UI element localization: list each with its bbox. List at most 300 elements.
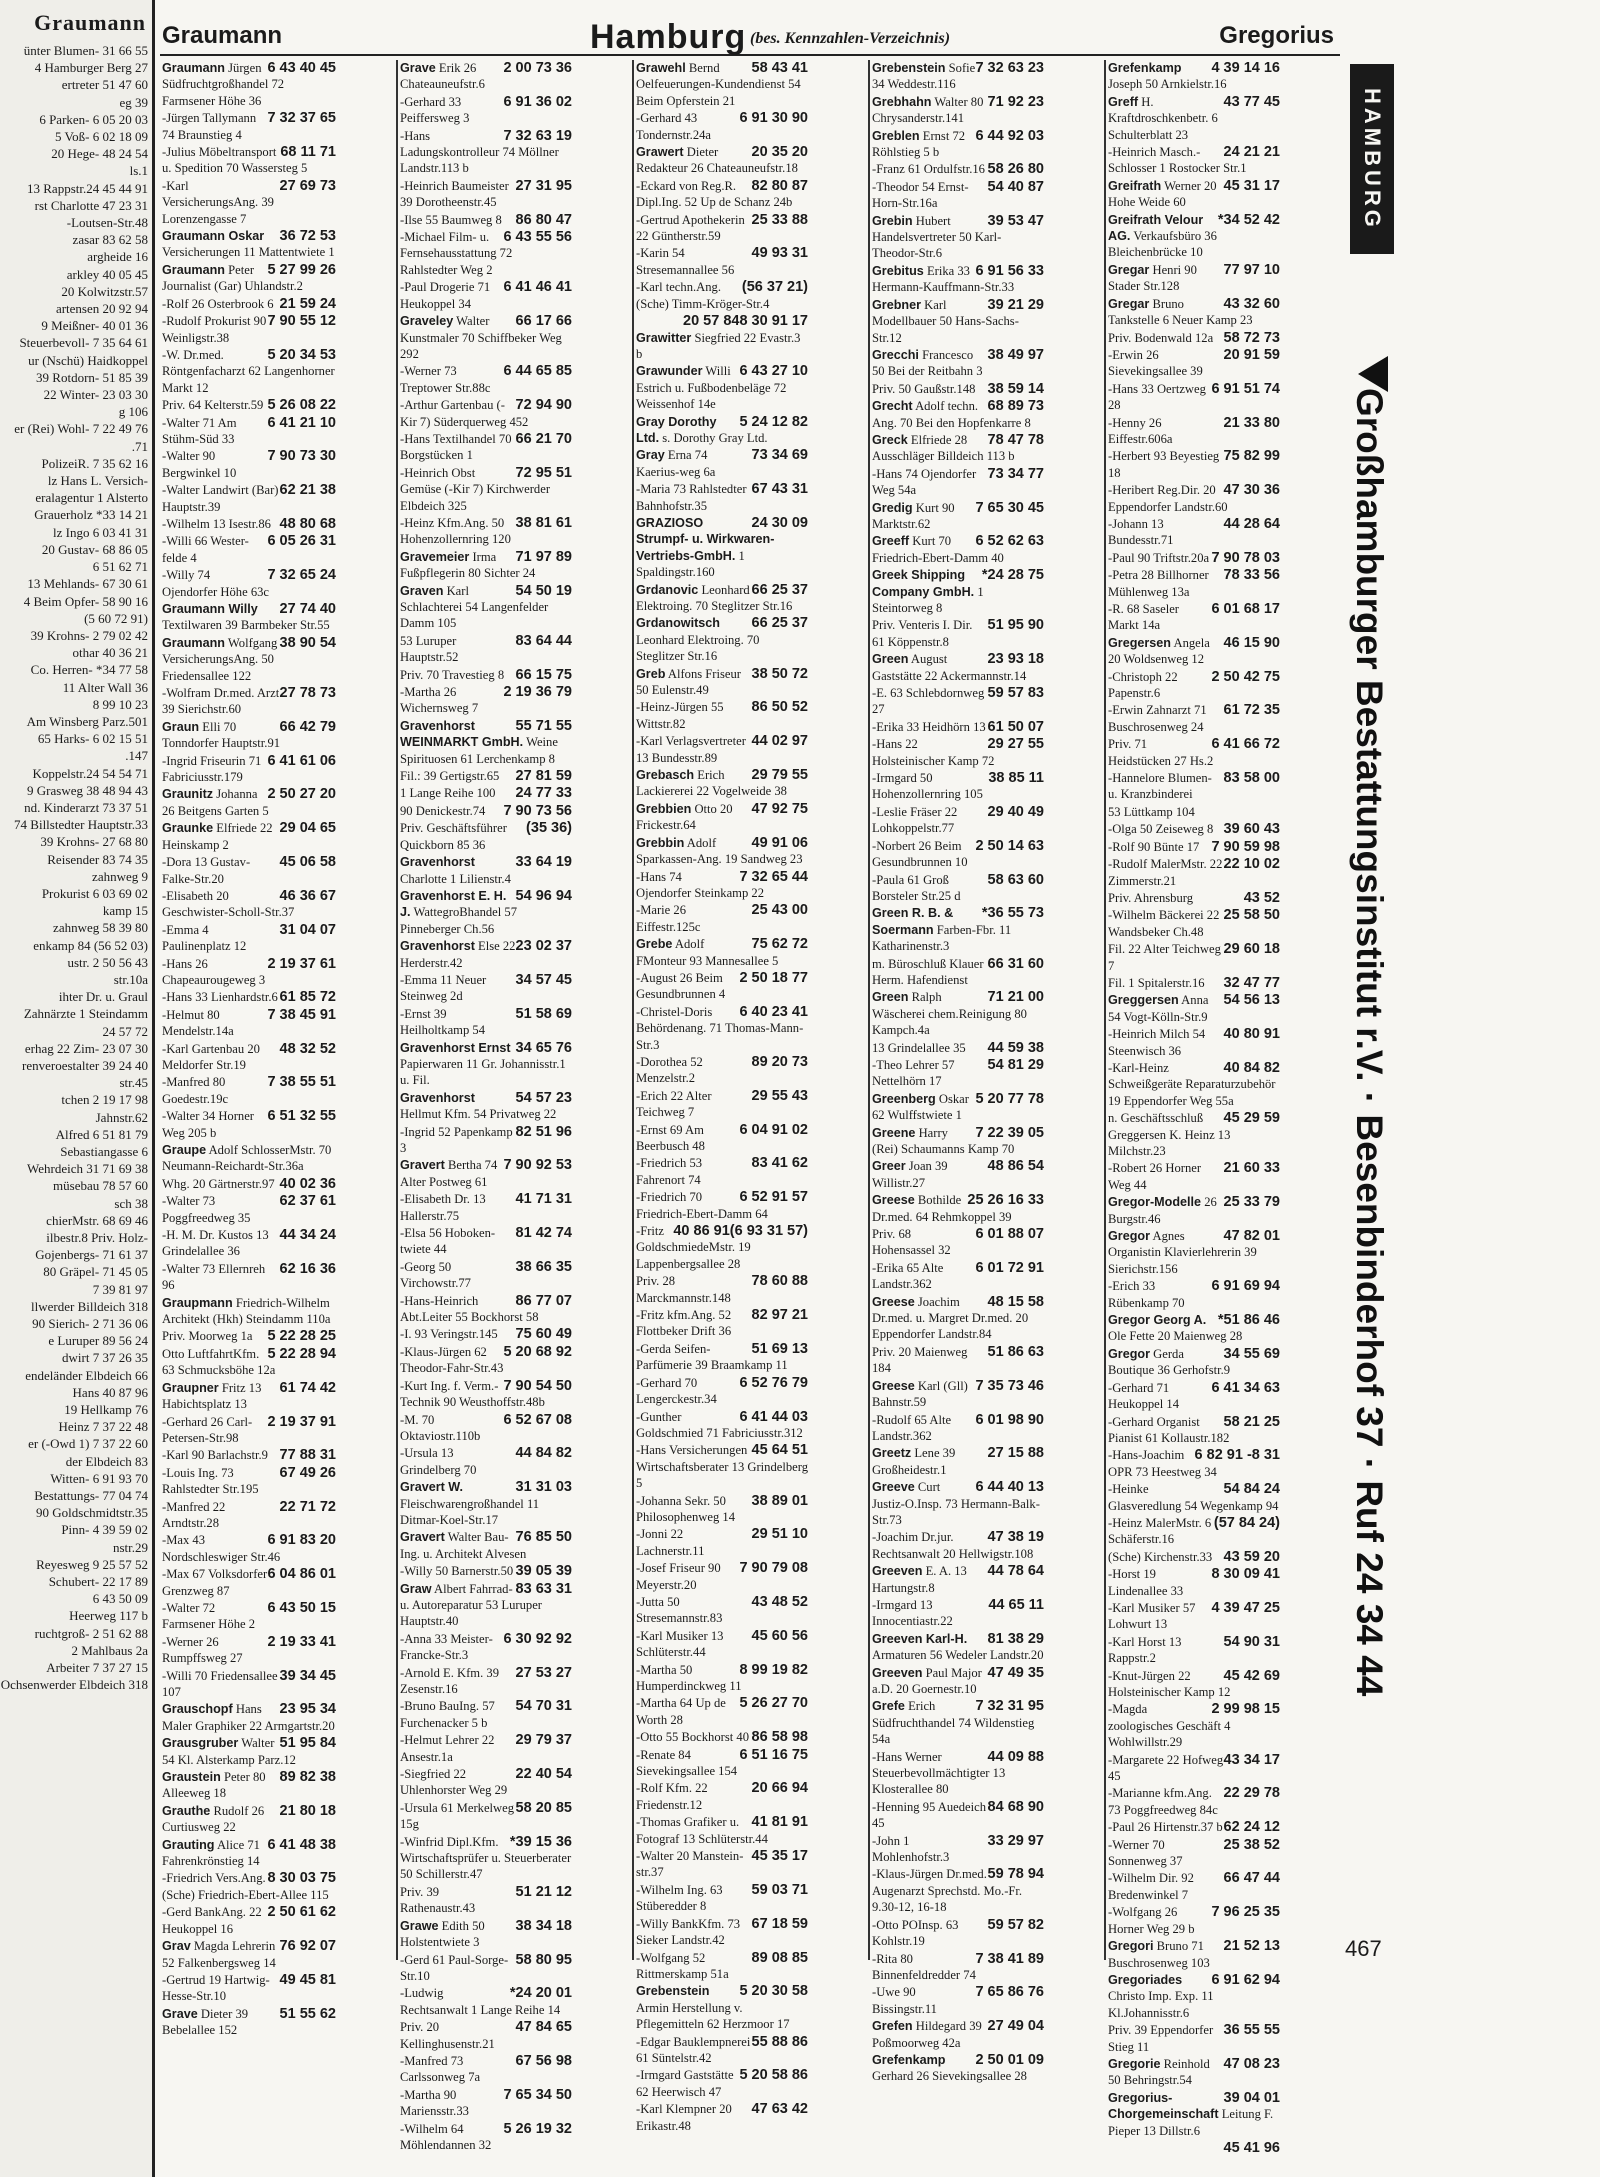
entry-details: 1 Steintorweg 8 [872,584,984,615]
directory-entry [872,398,1044,431]
entry-surname: Gravenhorst E. H. J. [400,888,507,920]
directory-entry [400,1412,572,1445]
directory-entry [636,1983,808,2032]
entry-details: -Jutta 50 Stresemannstr.83 [636,1594,723,1626]
directory-entry [872,685,1044,718]
phone-number: 46 15 90 [1223,634,1280,651]
phone-number: 6 41 34 63 [1211,1379,1280,1396]
entry-details: Joachim Dr.med. u. Margret Dr.med. 20 Eppendorfer Landstr.84 [872,1294,1029,1342]
adjacent-page-line: 19 Hellkamp 76 [64,1402,148,1418]
entry-details: Peter Journalist (Gar) Uhlandstr.2 [162,262,303,294]
entry-surname: Greggersen [1108,993,1179,1008]
directory-entry [872,719,1044,735]
directory-entry [400,1378,572,1411]
phone-number: 6 91 83 20 [267,1532,336,1549]
entry-details: -Gerhard Organist Pianist 61 Kollaustr.182 [1108,1414,1230,1445]
entry-details: Werner 20 Hohe Weide 60 [1108,178,1217,210]
phone-number: 29 79 37 [515,1732,572,1749]
phone-number: 5 20 30 58 [739,1983,808,2000]
phone-number: 21 33 80 [1223,414,1280,431]
directory-entry [872,1158,1044,1191]
directory-entry [872,1091,1044,1124]
entry-details: -Heinrich Milch 54 Steenwisch 36 [1108,1027,1206,1058]
directory-entry [872,838,1044,871]
directory-entry [636,733,808,766]
entry-details: -Erika 33 Heidhörn 13 [872,719,986,734]
phone-number: 48 86 54 [987,1158,1044,1175]
phone-number: 6 43 40 45 [267,60,336,76]
phone-number: 20 57 84 [683,313,740,330]
phone-number: 6 44 92 03 [975,127,1044,144]
phone-number: 83 63 31 [515,1580,572,1597]
directory-entry [400,803,572,819]
directory-entry [400,1563,572,1579]
entry-details: -Rita 80 Binnenfeldredder 74 [872,1951,976,1982]
directory-entry [872,533,1044,566]
directory-entry [400,1918,572,1951]
phone-number: 6 05 26 31 [267,533,336,550]
entry-details: Papierwaren 11 Gr. Johannisstr.1 u. Fil. [400,1056,566,1088]
adjacent-page-line: Co. Herren- *34 77 58 [30,662,148,678]
adjacent-page-line: er (-Owd 1) 7 37 22 60 [28,1436,148,1452]
entry-details: Lene 39 Großheidestr.1 [872,1446,956,1477]
entry-surname: Gray Dorothy Ltd. [636,414,717,445]
entry-details: Versicherungen 11 Mattentwiete 1 [162,245,335,260]
directory-entry [636,1848,808,1881]
entry-surname: Gregorie [1108,2056,1161,2071]
phone-number: 7 22 39 05 [975,1124,1044,1141]
adjacent-page-line: eg 39 [119,94,148,110]
directory-entry [636,363,808,412]
adjacent-page-line: ünter Blumen- 31 66 55 [23,43,148,58]
directory-entry [1108,1701,1280,1750]
directory-entry [872,1479,1044,1528]
directory-entry [872,179,1044,212]
entry-details: Bernd Oelfeuerungen-Kundendienst 54 Beim Opferstein 21 [636,61,801,108]
directory-entry [162,347,336,396]
adjacent-page-line: 90 Sierich- 2 71 36 06 [32,1316,148,1332]
entry-details: -W. Dr.med. Röntgenfacharzt 62 Langenhorner Markt 12 [162,347,335,395]
directory-entry [636,1493,808,1526]
phone-number: 5 22 28 94 [267,1345,336,1362]
phone-number: 6 41 61 06 [267,752,336,769]
phone-number: 6 43 27 10 [739,363,808,380]
entry-details: -Franz 61 Ordulfstr.16 [872,162,985,177]
phone-number: 24 77 33 [515,785,572,802]
directory-entry [400,583,572,632]
directory-entry [1108,992,1280,1025]
entry-details: -Henning 95 Auedeich 45 [872,1799,987,1831]
directory-entry [400,768,572,784]
entry-details: -Jonni 22 Lachnerstr.11 [636,1527,705,1558]
directory-entry [400,313,572,362]
entry-details: -Gerhard 26 Carl-Petersen-Str.98 [162,1414,253,1445]
phone-number: 27 31 95 [515,177,572,194]
phone-number: 59 78 94 [987,1866,1044,1883]
entry-details: 1 Lange Reihe 100 [400,786,496,801]
phone-number: 66 42 79 [279,718,336,735]
entry-surname: Grebhahn [872,94,932,109]
directory-entry [872,989,1044,1038]
adjacent-page-line: Wehrdeich 31 71 69 38 [27,1161,148,1177]
entry-surname: Grebner [872,297,921,312]
directory-entry [400,888,572,937]
entry-surname: Greese [872,1378,915,1393]
entry-details: -Martha 50 Humperdinckweg 11 [636,1662,742,1693]
entry-details: Priv. 68 Hohensassel 32 [872,1227,951,1258]
phone-number: 6 43 50 15 [267,1599,336,1616]
entry-details: Leonhard Elektroing. 70 Steglitzer Str.16 [636,582,793,613]
phone-number: 38 90 54 [279,634,336,651]
phone-number: 59 03 71 [751,1881,808,1898]
adjacent-page-line: 20 Gustav- 68 86 05 [41,541,148,557]
entry-details: H. Kraftdroschkenbetr. 6 Schulterblatt 23 [1108,94,1218,142]
phone-number: 45 41 96 [1223,2139,1280,2156]
phone-number: 6 44 65 85 [503,363,572,380]
phone-number: 2 19 36 79 [503,684,572,701]
phone-number: 2 00 73 36 [503,60,572,76]
adjacent-page-line: ilbestr.8 Priv. Holz- [46,1230,148,1246]
directory-entry [400,94,572,127]
adjacent-page-line: chierMstr. 68 69 46 [46,1212,148,1228]
entry-details: -Paul 26 Hirtenstr.37 b [1108,1820,1223,1835]
entry-details: -Theo Lehrer 57 Nettelhörn 17 [872,1057,955,1089]
phone-number: 27 81 59 [515,768,572,785]
adjacent-page-line: 39 Rotdorn- 51 85 39 [36,369,148,385]
entry-surname: Gravenhorst [400,1090,475,1105]
phone-number: 6 01 72 91 [975,1259,1044,1276]
directory-entry [636,1594,808,1627]
entry-details: Hildegard 39 Poßmoorweg 42a [872,2019,982,2050]
directory-entry [872,1192,1044,1225]
directory-entry [1108,60,1280,93]
phone-number: 61 72 35 [1223,702,1280,719]
entry-details: -Rudolf MalerMstr. 22 Zimmerstr.21 [1108,857,1223,888]
directory-entry [636,835,808,868]
entry-surname: Gregar [1108,296,1150,311]
entry-surname: Greck [872,432,908,447]
directory-entry [400,1529,572,1562]
directory-entry [1108,1110,1280,1159]
entry-details: Peter 80 Alleeweg 18 [162,1770,266,1801]
entry-details: -Gerd 61 Paul-Sorge-Str.10 [400,1952,509,1983]
entry-details: -Ludwig Rechtsanwalt 1 Lange Reihe 14 [400,1986,561,2017]
directory-entry [872,297,1044,346]
phone-number: 48 15 58 [987,1293,1044,1310]
entry-details: -Martha 90 Mariensstr.33 [400,2087,469,2119]
adjacent-page-line: 39 Krohns- 27 68 80 [40,834,148,850]
adjacent-page-line: 6 Parken- 6 05 20 03 [39,111,148,127]
entry-details: -Irmgard Gaststätte 62 Heerwisch 47 [636,2068,734,2099]
phone-number: 73 34 69 [751,447,808,464]
entry-details: Erich Lackiererei 22 Vogelweide 38 [636,768,787,799]
directory-entry [162,1176,336,1192]
phone-number: 7 38 41 89 [975,1950,1044,1967]
directory-entry [636,1088,808,1121]
directory-entry [636,1916,808,1949]
adjacent-page-line: othar 40 36 21 [72,645,148,661]
directory-entry [872,770,1044,803]
entry-details: -Ursula 61 Merkelweg 15g [400,1800,515,1832]
entry-details: -Paul Drogerie 71 Heukoppel 34 [400,280,491,311]
directory-entry [1108,1380,1280,1413]
adjacent-page-line: tchen 2 19 17 98 [61,1092,148,1108]
entry-details: -E. 63 Schlebdornweg 27 [872,686,985,717]
directory-entry [162,786,336,819]
adjacent-page-line: str.10a [113,971,148,987]
directory-entry [1108,482,1280,515]
phone-number: 25 26 16 33 [967,1192,1044,1209]
directory-entry [400,178,572,211]
directory-entry [400,397,572,430]
directory-entry [400,212,572,228]
entry-surname: Greetz [872,1446,912,1461]
adjacent-page-line: 39 Krohns- 2 79 02 42 [30,627,148,643]
phone-number: 67 43 31 [751,481,808,498]
entry-details: Siegfried 22 Evastr.3 b [636,330,801,361]
phone-number: 6 91 36 02 [503,93,572,110]
directory-entry [162,110,336,143]
directory-entry [872,804,1044,837]
entry-details: -Gertrud 19 Hartwig-Hesse-Str.10 [162,1972,270,2004]
entry-surname: Grav [162,1939,191,1954]
entry-surname: Graven [400,583,444,598]
adjacent-page-line: enkamp 84 (56 52 03) [33,937,148,953]
adjacent-page-line: Witten- 6 91 93 70 [50,1470,148,1486]
directory-entry [400,667,572,683]
entry-details: Henri 90 Stader Str.128 [1108,262,1197,294]
phone-number: 49 45 81 [279,1971,336,1988]
phone-number: *34 52 42 [1217,211,1280,228]
directory-entry [636,936,808,969]
entry-details: -Marie 26 Eiffestr.125c [636,903,701,934]
entry-surname: Gregorius-Chorgemeinschaft [1108,2090,1219,2122]
directory-entry [1108,890,1280,906]
entry-details: Paul Major a.D. 20 Goernestr.10 [872,1665,982,1696]
phone-number: 38 85 11 [988,770,1044,787]
entry-details: -Margarete 22 Hofweg 45 [1108,1752,1224,1784]
entry-details: -Hans 33 Oertzweg 28 [1108,381,1206,413]
adjacent-page-line: erhag 22 Zim- 23 07 30 [24,1040,148,1056]
entry-details: -Arthur Gartenbau (-Kir 7) Süderquerweg 452 [400,398,529,429]
directory-entry [1108,1634,1280,1667]
advertisement-sidebar [1344,58,1400,1938]
adjacent-page-line: Gojenbergs- 71 61 37 [35,1247,148,1263]
entry-details: -Hans Ladungskontrolleur 74 Möllner Landstr.113 b [400,128,559,176]
directory-entry [1108,1414,1280,1447]
entry-surname: Gray [636,448,665,463]
entry-surname: Graumann [162,262,225,277]
phone-number: 45 60 56 [751,1627,808,1644]
directory-entry [162,753,336,786]
directory-entry [400,363,572,396]
adjacent-page-line: lz Hans L. Versich- [47,473,148,489]
phone-number: 8 30 09 41 [1211,1566,1280,1583]
entry-details: Adolf Sparkassen-Ang. 19 Sandweg 23 [636,835,803,867]
phone-number: 78 47 78 [987,431,1044,448]
phone-number: 20 66 94 [751,1780,808,1797]
phone-number: 77 97 10 [1223,261,1280,278]
entry-details: Priv. 64 Kelterstr.59 [162,398,264,413]
phone-number: 40 02 36 [279,1175,336,1192]
entry-surname: Graupner [162,1380,219,1395]
phone-number: 54 84 24 [1223,1481,1280,1498]
directory-entry [1108,1837,1280,1870]
directory-entry [400,1293,572,1326]
entry-details: -Walter 73 Ellernreh 96 [162,1261,266,1293]
entry-details: -Manfred 73 Carlssonweg 7a [400,2053,481,2085]
phone-number: (57 84 24) [1213,1514,1280,1531]
entry-surname: Graustein [162,1770,221,1785]
directory-entry [400,1800,572,1833]
directory-entry [162,228,336,261]
phone-number: 49 91 06 [751,834,808,851]
entry-details: -Ernst 39 Heilholtkamp 54 [400,1006,485,1038]
phone-number: 44 02 97 [751,733,808,750]
phone-number: 29 60 18 [1223,941,1280,958]
phone-number: 44 09 88 [987,1748,1044,1765]
phone-number: 66 47 44 [1223,1870,1280,1887]
directory-entry [636,1695,808,1728]
phone-number: 61 85 72 [279,989,336,1006]
adjacent-page-line: renveroestalter 39 24 40 [22,1057,148,1073]
phone-number: 45 06 58 [279,854,336,871]
entry-details: -Heinrich Obst Gemüse (-Kir 7) Kirchwerder Elbdeich 325 [400,465,551,513]
phone-number: 2 19 37 61 [267,955,336,972]
directory-entry [162,448,336,481]
directory-entry [162,1938,336,1971]
directory-entry [400,972,572,1005]
directory-entry [636,447,808,480]
phone-number: 2 19 33 41 [267,1633,336,1650]
entry-details: -Walter 34 Horner Weg 205 b [162,1109,254,1140]
directory-entry [1108,178,1280,211]
directory-entry [162,567,336,600]
entry-details: Christo Imp. Exp. 11 Kl.Johannisstr.6 [1108,1989,1214,2020]
phone-number: 34 57 45 [515,971,572,988]
phone-number: 25 33 88 [751,211,808,228]
phone-number: 71 92 23 [987,93,1044,110]
entry-details: -Uwe 90 Bissingstr.11 [872,1985,937,2016]
directory-entry [872,1951,1044,1984]
entry-details: -Karl VersicherungsAng. 39 Lorenzengasse 7 [162,178,274,226]
phone-number: 7 96 25 35 [1211,1904,1280,1921]
directory-entry [636,1442,808,1491]
entry-details: -Willi 70 Friedensallee 107 [162,1668,278,1699]
adjacent-page-line: Am Winsberg Parz.501 [26,713,148,729]
adjacent-page-line: rst Charlotte 47 23 31 [34,197,148,213]
phone-number: 39 21 29 [987,296,1044,313]
phone-number: 27 53 27 [515,1664,572,1681]
entry-details: Jürgen Südfruchtgroßhandel 72 Farmsener Höhe 36 [162,61,285,108]
phone-number: 31 31 03 [515,1479,572,1496]
phone-number: 38 49 97 [987,346,1044,363]
directory-entry [636,2101,808,2134]
entry-details: Adolf techn. Ang. 70 Bei den Hopfenkarre 8 [872,399,1031,430]
directory-entry [872,1294,1044,1343]
phone-number: 86 50 52 [751,699,808,716]
phone-number: 82 51 96 [515,1123,572,1140]
phone-number: 5 20 58 86 [739,2067,808,2084]
entry-surname: Graun [162,719,200,734]
directory-entry [400,820,572,853]
directory-entry [1108,2090,1280,2139]
phone-number: 47 84 65 [515,2019,572,2036]
directory-entry [636,1950,808,1983]
directory-entry [872,128,1044,161]
phone-number: 47 38 19 [987,1529,1044,1546]
phone-number: 45 64 51 [751,1442,808,1459]
phone-number: 44 28 64 [1223,515,1280,532]
entry-surname: Graunke [162,821,214,836]
entry-details: -Karl-Heinz Schweißgeräte Reparaturzubehör 19 Eppendorfer Weg 55a [1108,1060,1276,1108]
phone-number: 6 41 46 41 [503,279,572,296]
directory-entry [400,128,572,177]
directory-entry [162,956,336,989]
entry-details: -Martha 64 Up de Worth 28 [636,1696,726,1727]
phone-number: 58 63 60 [987,871,1044,888]
phone-number: 72 95 51 [515,464,572,481]
phone-number: 25 38 52 [1223,1836,1280,1853]
entry-details: -Friedrich Vers.Ang. (Sche) Friedrich-Ebert-Allee 115 [162,1871,329,1902]
entry-details: Priv. Geschäftsführer Quickborn 85 36 [400,821,507,852]
phone-number: 66 25 37 [751,581,808,598]
entry-details: August Gaststätte 22 Ackermannstr.14 [872,652,1027,683]
directory-entry [636,1155,808,1188]
entry-surname: Gravenhorst WEINMARKT GmbH. [400,718,524,750]
phone-number: 47 92 75 [751,800,808,817]
phone-number: 40 84 82 [1223,1059,1280,1076]
phone-number: 5 27 99 26 [267,261,336,278]
adjacent-page-line: Pinn- 4 39 59 02 [61,1522,148,1538]
entry-surname: Graumann [162,61,225,75]
phone-number: 71 21 00 [987,989,1044,1006]
entry-surname: Grebenstein [636,1984,710,1999]
entry-details: -Hans 74 Ojendorfer Steinkamp 22 [636,869,765,900]
entry-details: -Ingrid Friseurin 71 Fabriciusstr.179 [162,753,262,785]
phone-number: 54 57 23 [515,1089,572,1106]
phone-number: 7 90 59 98 [1211,838,1280,855]
entry-surname: GRAZIOSO Strumpf- u. Wirkwaren-Vertriebs-GmbH. [636,515,775,563]
directory-entry [872,347,1044,380]
directory-entry [872,617,1044,650]
entry-details: -Henny 26 Eiffestr.606a [1108,415,1173,446]
phone-number: 44 34 24 [279,1227,336,1244]
entry-surname: Grecchi [872,347,919,362]
adjacent-page-line: ertreter 51 47 60 [61,77,148,93]
phone-number: 66 31 60 [987,955,1044,972]
directory-entry [1108,1481,1280,1514]
entry-details: -Karl Musiker 57 Lohwurt 13 [1108,1600,1196,1632]
adjacent-page-line: nd. Kinderarzt 73 37 51 [24,799,148,815]
entry-details: -Johanna Sekr. 50 Philosophenweg 14 [636,1493,735,1524]
entry-details: 90 Denickestr.74 [400,803,486,818]
directory-entry [400,1225,572,1258]
entry-surname: Gregor-Modelle [1108,1195,1202,1210]
adjacent-page-line: Grauerholz *33 14 21 [34,507,148,523]
directory-column-2 [396,60,574,2152]
entry-details: -Hans-Joachim OPR 73 Heestweg 34 [1108,1448,1217,1479]
entry-surname: Gregar [1108,262,1150,277]
entry-details: -Joachim Dr.jur. Rechtsanwalt 20 Hellwigstr.108 [872,1530,1034,1561]
phone-number: 29 04 65 [279,820,336,837]
entry-details: -Rolf 26 Osterbrook 6 [162,296,274,311]
directory-entry [872,2052,1044,2085]
directory-entry [872,651,1044,684]
directory-entry [872,736,1044,769]
directory-entry [636,1189,808,1222]
directory-entry [636,245,808,278]
